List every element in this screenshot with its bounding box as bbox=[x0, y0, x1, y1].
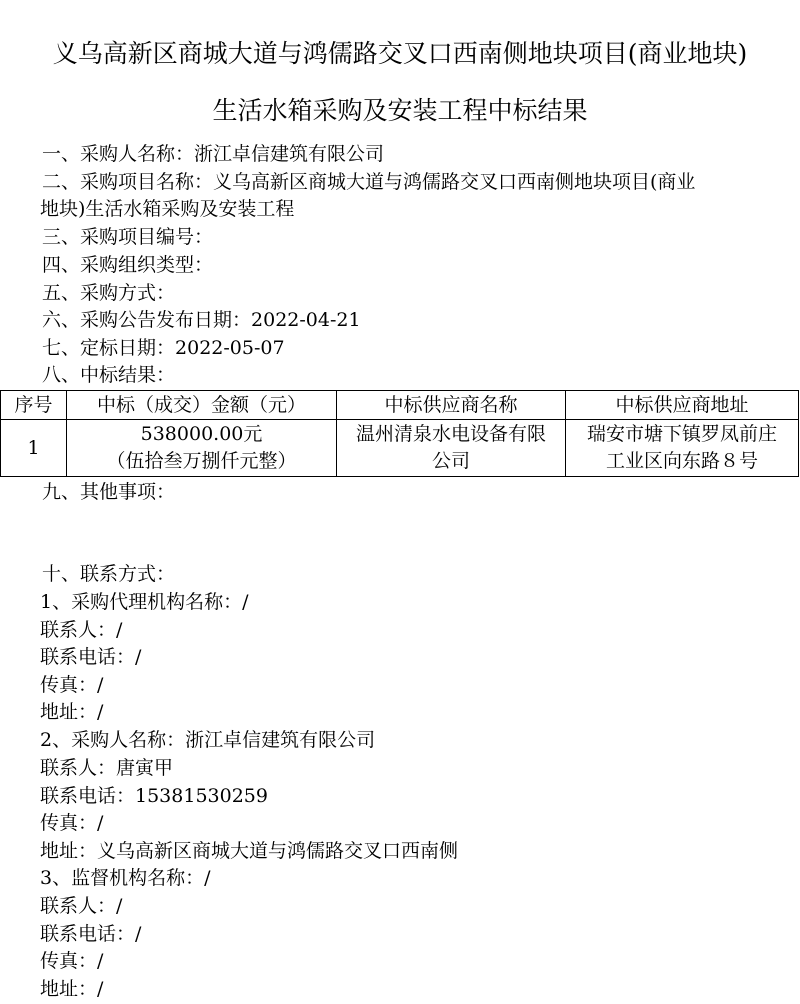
purchaser-contact-title: 2、采购人名称：浙江卓信建筑有限公司 bbox=[40, 729, 376, 751]
supplier-name-line2: 公司 bbox=[431, 450, 470, 472]
award-date-line bbox=[42, 335, 285, 362]
agency-person: 联系人：/ bbox=[40, 619, 123, 641]
other-label: 九、其他事项： bbox=[42, 481, 176, 503]
supervisor-person: 联系人：/ bbox=[40, 895, 123, 917]
purchaser-line bbox=[42, 141, 384, 168]
agency-phone: 联系电话：/ bbox=[40, 646, 142, 668]
purchaser-contact-address: 地址：义乌高新区商城大道与鸿儒路交叉口西南侧 bbox=[40, 840, 459, 862]
supervisor-fax: 传真：/ bbox=[40, 950, 104, 972]
supplier-address-line1: 瑞安市塘下镇罗凤前庄 bbox=[586, 423, 777, 445]
header-no: 序号 bbox=[1, 391, 67, 420]
contact-label: 十、联系方式： bbox=[42, 563, 176, 585]
table-row bbox=[1, 420, 799, 477]
header-supplier-address: 中标供应商地址 bbox=[566, 391, 799, 420]
cell-supplier-address bbox=[566, 420, 799, 477]
purchaser-contact-fax: 传真：/ bbox=[40, 812, 104, 834]
cell-amount bbox=[67, 420, 337, 477]
agency-address: 地址：/ bbox=[40, 701, 104, 723]
header-amount: 中标（成交）金额（元） bbox=[67, 391, 337, 420]
purchaser-value: 浙江卓信建筑有限公司 bbox=[194, 143, 385, 165]
agency-fax: 传真：/ bbox=[40, 674, 104, 696]
org-type-label: 四、采购组织类型： bbox=[42, 254, 214, 276]
method-label: 五、采购方式： bbox=[42, 282, 176, 304]
project-name-value-line1: 义乌高新区商城大道与鸿儒路交叉口西南侧地块项目(商业 bbox=[213, 171, 696, 193]
publish-date-value: 2022-04-21 bbox=[251, 309, 361, 331]
award-date-value: 2022-05-07 bbox=[175, 337, 285, 359]
supplier-address-line2: 工业区向东路８号 bbox=[605, 450, 758, 472]
purchaser-contact-phone: 联系电话：15381530259 bbox=[40, 785, 268, 807]
publish-date-label: 六、采购公告发布日期： bbox=[42, 309, 252, 331]
agency-title: 1、采购代理机构名称：/ bbox=[40, 591, 249, 613]
supplier-name-line1: 温州清泉水电设备有限 bbox=[355, 423, 546, 445]
amount-value: 538000.00元 bbox=[140, 423, 263, 445]
project-no-label: 三、采购项目编号： bbox=[42, 226, 214, 248]
cell-supplier-name bbox=[337, 420, 566, 477]
publish-date-line bbox=[42, 307, 361, 334]
result-label: 八、中标结果： bbox=[42, 364, 176, 386]
document-title-line2: 生活水箱采购及安装工程中标结果 bbox=[212, 96, 588, 125]
supervisor-address: 地址：/ bbox=[40, 978, 104, 1000]
purchaser-contact-person: 联系人：唐寅甲 bbox=[40, 757, 174, 779]
award-date-label: 七、定标日期： bbox=[42, 337, 176, 359]
supervisor-title: 3、监督机构名称：/ bbox=[40, 867, 211, 889]
award-result-table bbox=[0, 390, 799, 477]
purchaser-label: 一、采购人名称： bbox=[42, 143, 195, 165]
amount-words: （伍拾叁万捌仟元整） bbox=[106, 450, 297, 472]
project-name-line bbox=[42, 169, 695, 196]
supervisor-phone: 联系电话：/ bbox=[40, 923, 142, 945]
project-name-value-line2: 地块)生活水箱采购及安装工程 bbox=[40, 198, 295, 220]
project-name-label: 二、采购项目名称： bbox=[42, 171, 214, 193]
cell-no: 1 bbox=[1, 420, 67, 477]
header-supplier-name: 中标供应商名称 bbox=[337, 391, 566, 420]
table-header-row bbox=[1, 391, 799, 420]
document-title-line1: 义乌高新区商城大道与鸿儒路交叉口西南侧地块项目(商业地块) bbox=[52, 39, 748, 68]
